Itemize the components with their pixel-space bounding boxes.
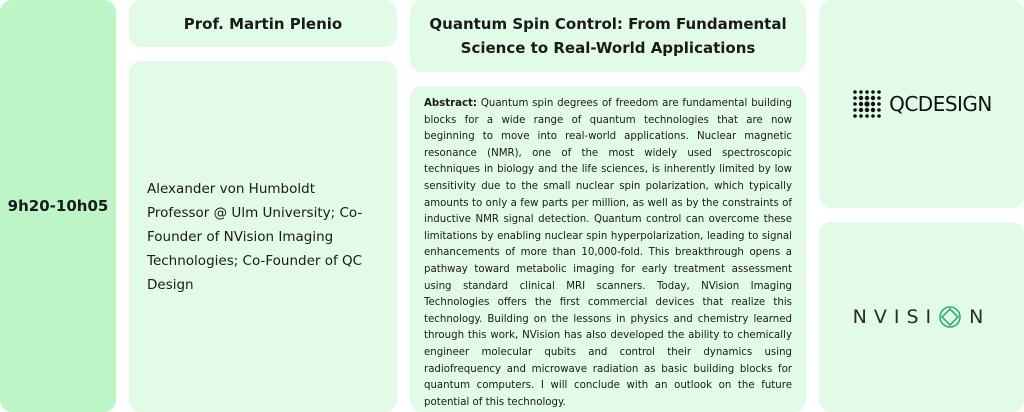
nvision-wordmark-right: N	[969, 306, 991, 328]
abstract-label: Abstract:	[424, 98, 477, 109]
session-time: 9h20-10h05	[7, 197, 109, 215]
nvision-o-icon	[938, 305, 962, 329]
abstract-text: Quantum spin degrees of freedom are fundamental building blocks for a wide range of quantum technologies that are now beginning to move into real-world applications. Nuclear magnetic resonance (NMR), one of the most widely used spectroscopic techniques in biology and the life sciences, is inherently limited by low sensitivity due to the small nuclear spin polarization, which typically amounts to only a few parts per million, as well as by the constraints of inductive NMR signal detection. Quantum control can overcome these limitations by enabling nuclear spin hyperpolarization, leading to signal enhancements of more than 10,000-fold. This breakthrough opens a pathway toward metabolic imaging for early treatment assessment using standard clinical MRI scanners. Today, NVision Imaging Technologies offers the first commercial devices that realize this technology. Building on the lessons in physics and chemistry learned through this work, NVision has also developed the ability to chemically engineer molecular qubits and control their dynamics using radiofrequency and microwave radiation as basic building blocks for quantum computers. I will conclude with an outlook on the future potential of this technology.	[424, 98, 792, 408]
qc-design-wordmark: QCDESIGN	[889, 92, 992, 116]
qc-design-logo	[851, 88, 992, 120]
speaker-name-card	[129, 0, 397, 47]
speaker-bio-card	[129, 61, 397, 412]
qc-dots-icon	[851, 88, 883, 120]
nvision-wordmark-left: NVISI	[852, 306, 939, 328]
nvision-logo	[853, 305, 991, 329]
abstract-paragraph	[424, 96, 792, 411]
talk-title-card	[410, 0, 806, 72]
speaker-bio: Alexander von Humboldt Professor @ Ulm University; Co-Founder of NVision Imaging Technologies; Co-Founder of QC Design	[147, 180, 363, 293]
qc-design-logo-card	[819, 0, 1024, 208]
abstract-card	[410, 86, 806, 412]
speaker-name: Prof. Martin Plenio	[183, 14, 343, 33]
nvision-logo-card	[819, 222, 1024, 412]
talk-title: Quantum Spin Control: From Fundamental Science to Real-World Applications	[429, 15, 787, 57]
session-time-card	[0, 0, 116, 412]
